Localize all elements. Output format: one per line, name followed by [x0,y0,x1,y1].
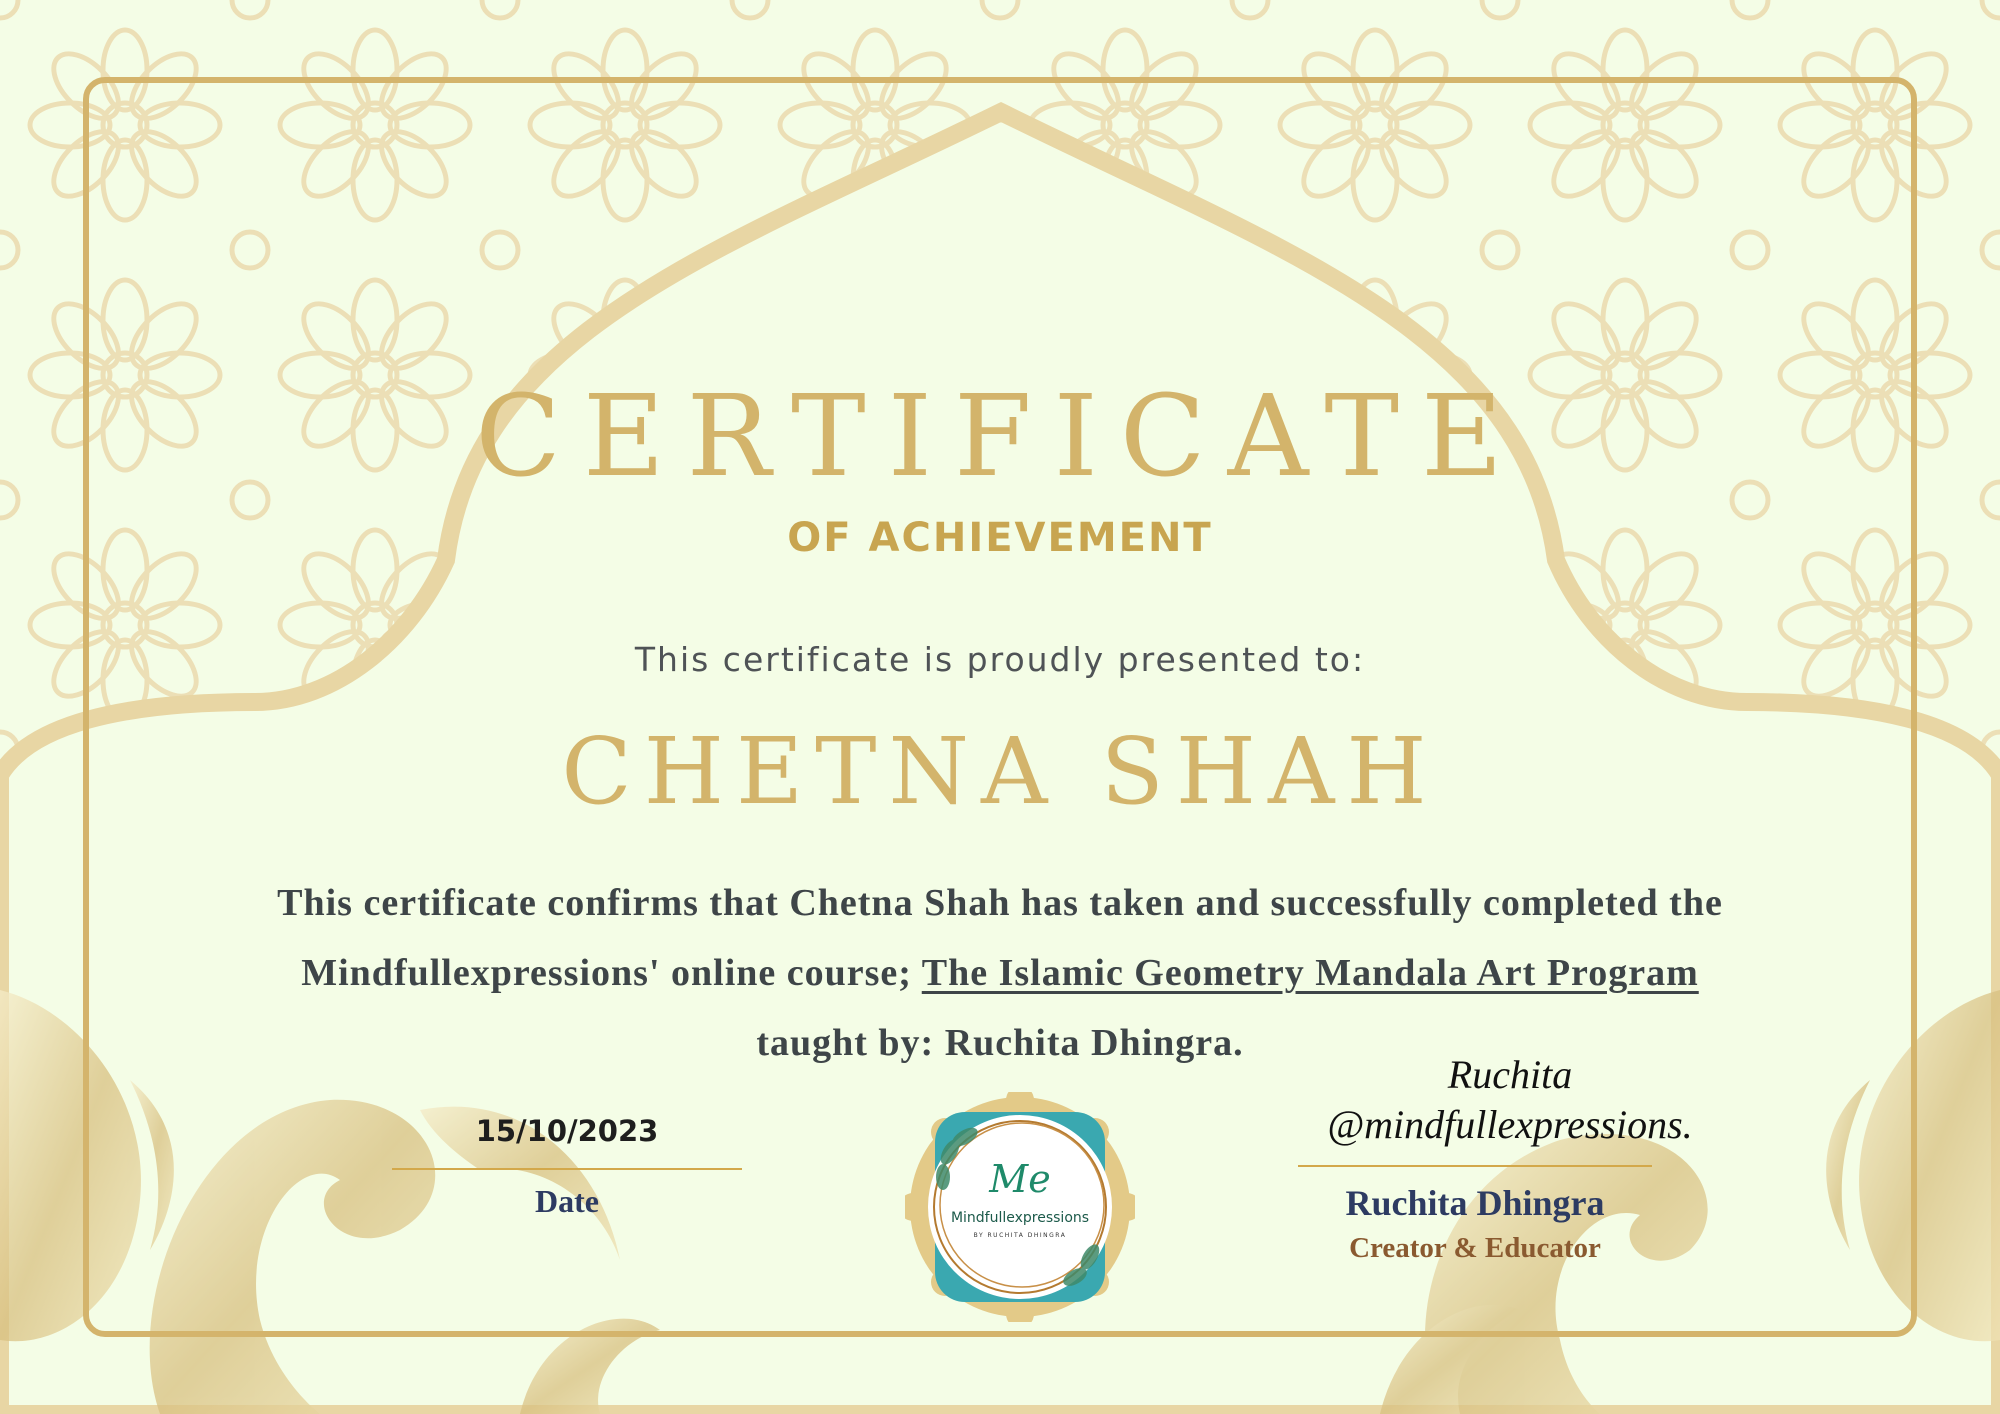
certificate-subtitle: OF ACHIEVEMENT [787,515,1213,561]
signature-line-1: Ruchita [1447,1052,1573,1097]
handwritten-signature [1290,1050,1730,1150]
date-value: 15/10/2023 [475,1114,659,1148]
date-rule [392,1168,742,1170]
body-line-3: taught by: Ruchita Dhingra. [756,1022,1244,1064]
signatory-role: Creator & Educator [1349,1232,1601,1264]
brand-seal [905,1092,1135,1322]
seal-brand: Mindfullexpressions [950,1210,1090,1226]
body-line-2 [0,938,2000,1008]
signature-line-2: @mindfullexpressions. [1327,1102,1693,1147]
body-line-1: This certificate confirms that Chetna Shah has taken and successfully completed the [277,882,1723,924]
seal-byline: BY RUCHITA DHINGRA [973,1232,1067,1239]
signatory-name: Ruchita Dhingra [1345,1183,1605,1223]
date-label: Date [535,1183,599,1219]
signature-rule [1298,1165,1652,1167]
seal-monogram: Me [989,1157,1051,1201]
body-line-2-prefix: Mindfullexpressions' online course; [301,952,922,994]
course-name: The Islamic Geometry Mandala Art Program [921,952,1699,994]
certificate-title: CERTIFICATE [475,372,1525,502]
recipient-name: CHETNA SHAH [561,718,1439,825]
certificate-body [0,868,2000,1078]
presented-to-label: This certificate is proudly presented to: [634,640,1366,679]
